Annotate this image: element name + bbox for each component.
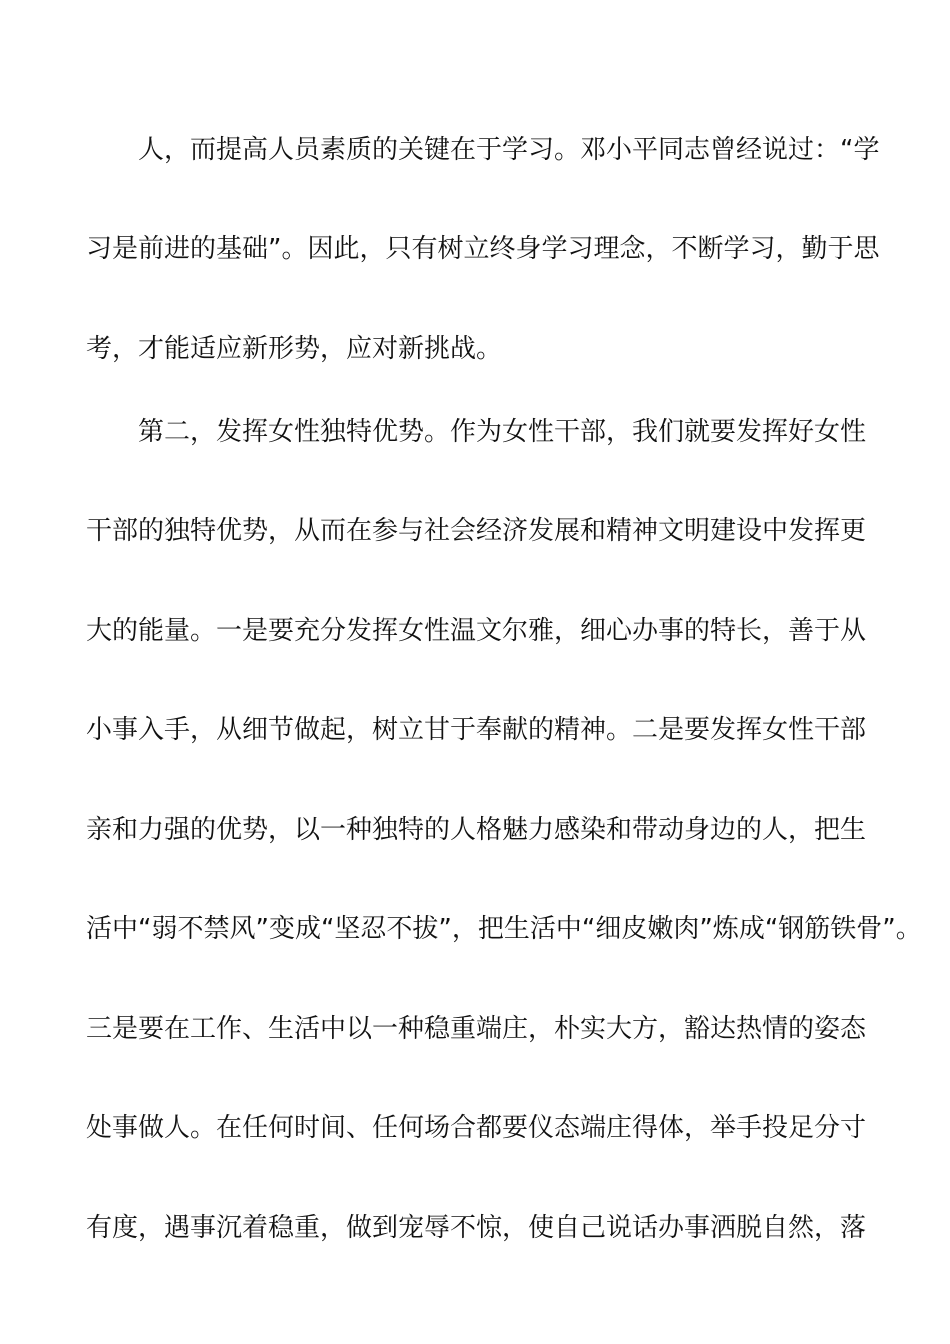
text-line: 小事入手，从细节做起，树立甘于奉献的精神。二是要发挥女性干部 — [86, 715, 867, 745]
text-line: 习是前进的基础”。因此，只有树立终身学习理念，不断学习，勤于思 — [86, 234, 880, 264]
text-line: 活中“弱不禁风”变成“坚忍不拔”，把生活中“细皮嫩肉”炼成“钢筋铁骨”。 — [86, 914, 922, 944]
text-line: 考，才能适应新形势，应对新挑战。 — [86, 334, 503, 364]
text-line: 有度，遇事沉着稳重，做到宠辱不惊，使自己说话办事洒脱自然，落 — [86, 1213, 867, 1243]
text-line: 亲和力强的优势，以一种独特的人格魅力感染和带动身边的人，把生 — [86, 815, 867, 845]
text-line: 大的能量。一是要充分发挥女性温文尔雅，细心办事的特长，善于从 — [86, 616, 867, 646]
text-line: 处事做人。在任何时间、任何场合都要仪态端庄得体，举手投足分寸 — [86, 1113, 867, 1143]
text-line: 第二，发挥女性独特优势。作为女性干部，我们就要发挥好女性 — [138, 417, 867, 447]
text-line: 干部的独特优势，从而在参与社会经济发展和精神文明建设中发挥更 — [86, 516, 867, 546]
text-line: 人，而提高人员素质的关键在于学习。邓小平同志曾经说过：“学 — [138, 135, 880, 165]
text-line: 三是要在工作、生活中以一种稳重端庄，朴实大方，豁达热情的姿态 — [86, 1014, 867, 1044]
